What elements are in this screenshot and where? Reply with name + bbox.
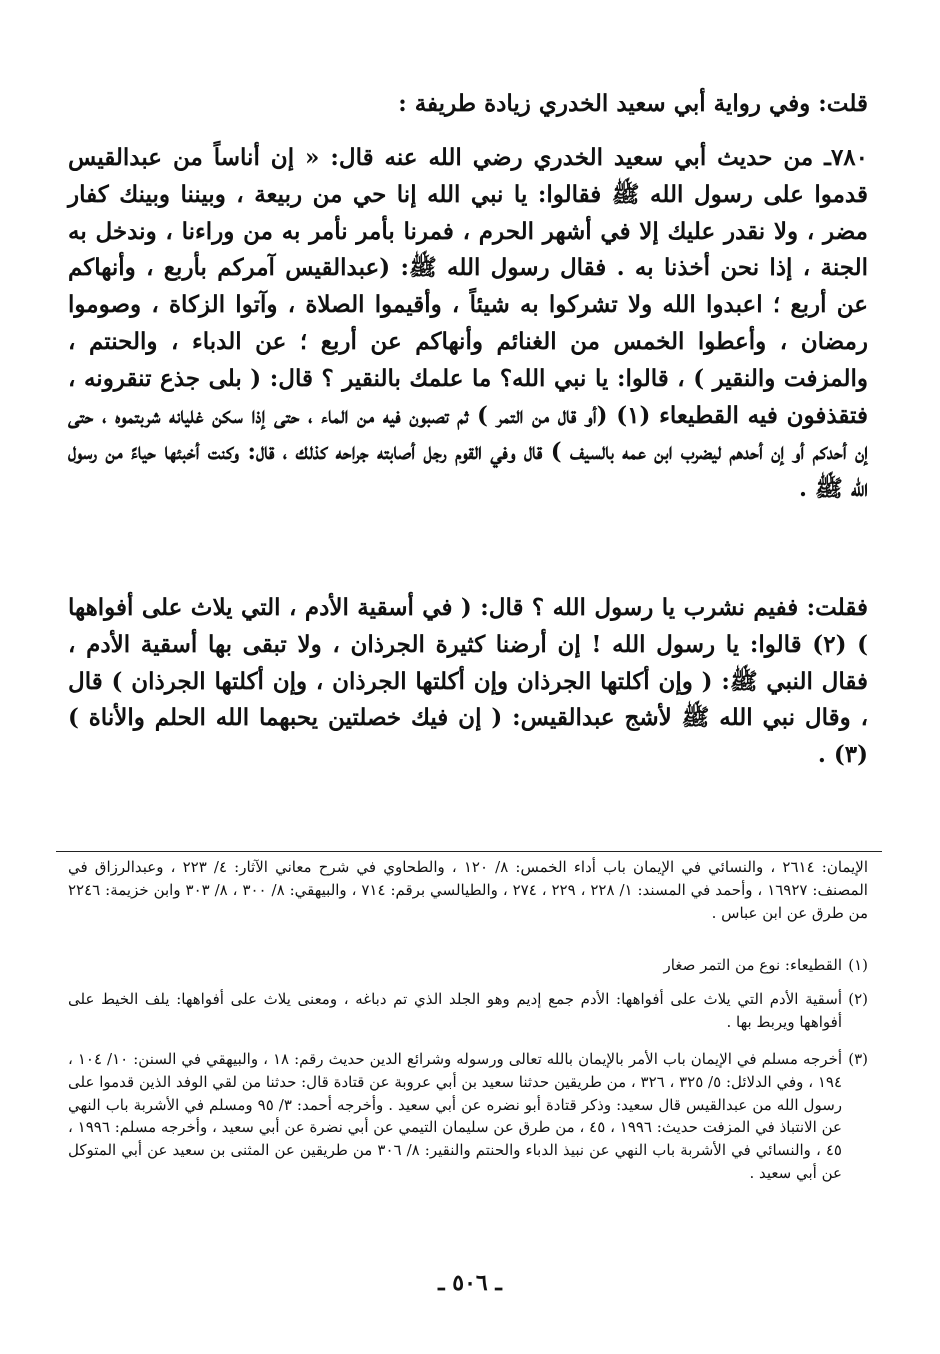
footnote-1-text: القطيعاء: نوع من التمر صغار xyxy=(663,956,842,974)
footnote-continuation: الإيمان: ٢٦١٤ ، والنسائي في الإيمان باب أداء الخمس: ٨/ ١٢٠ ، والطحاوي في شرح معاني الآثار: ٤/ ٢٢٣ ، وعبدالرزاق في المصنف: ١٦٩٢٧ ، وأحمد في المسند: ١/ ٢٢٨ ، ٢٢٩ ، ٢٧٤ ، والطيالسي برقم: ٧١٤ ، والبيهقي: ٨/ ٣٠٠ ، ٨/ ٣٠٣ وابن خزيمة: ٢٢٤٦ من طرق عن ابن عباس . xyxy=(68,858,869,922)
footnote-2-text: أسقية الأدم التي يلاث على أفواهها: الأدم جمع إديم وهو الجلد الذي تم دباغه ، ومعنى يلاث على أفواهها: يلف الخيط على أفواهها ويربط بها . xyxy=(68,990,842,1031)
section-heading: قلت: وفي رواية أبي سعيد الخدري زيادة طريفة : xyxy=(398,90,868,117)
page-number: ـ ٥٠٦ ـ xyxy=(438,1270,502,1296)
hadith-paragraph: ٧٨٠ـ من حديث أبي سعيد الخدري رضي الله عنه قال: « إن أناساً من عبدالقيس قدموا على رسول الله ﷺ فقالوا: يا نبي الله إنا حي من ربيعة ، وبيننا وبينك كفار مضر ، ولا نقدر عليك إلا في أشهر الحرم ، فمرنا بأمر نأمر به من وراءنا ، وندخل به الجنة ، إذا نحن أخذنا به . فقال رسول الله ﷺ: (عبدالقيس آمركم بأربع ، وأنهاكم عن أربع ؛ اعبدوا الله ولا تشركوا به شيئاً ، وأقيموا الصلاة ، وآتوا الزكاة ، وصوموا رمضان ، وأعطوا الخمس من الغنائم وأنهاكم عن أربع ؛ عن الدباء ، والحنتم ، والمزفت والنقير ) ، قالوا: يا نبي الله؟ ما علمك بالنقير ؟ قال: ( بلى جذع تنقرونه ، فتقذفون فيه القطيعاء (١) (أو قال من التمر ) ثم تصبون فيه من الماء ، حتى إذا سكن غليانه شربتموه ، حتى إن أحدكم أو إن أحدهم ليضرب ابن عمه بالسيف ) قال وفي القوم رجل أصابته جراحه كذلك ، قال: وكنت أخبئها حياءً من رسول الله ﷺ . xyxy=(68,144,868,503)
footnote-2 xyxy=(68,988,868,1034)
footnote-2-mark: (٢) xyxy=(848,990,868,1008)
footnote-1-mark: (١) xyxy=(848,956,868,974)
footnote-3 xyxy=(68,1048,868,1185)
footnote-1 xyxy=(68,954,868,977)
footnote-3-text: أخرجه مسلم في الإيمان باب الأمر بالإيمان بالله تعالى ورسوله وشرائع الدين حديث رقم: ١٨ ، والبيهقي في السنن: ١٠/ ١٠٤ ، ١٩٤ ، وفي الدلائل: ٥/ ٣٢٥ ، ٣٢٦ ، من طريقين حدثنا سعيد بن أبي عروبة عن قتادة قال: حدثنا من لقي الوفد الذين قدموا على رسول الله من عبدالقيس قال سعيد: وذكر قتادة أبو نضره عن أبي سعيد . وأخرجه أحمد: ٣/ ٩٥ ومسلم في الأشربة باب النهي عن الانتباذ في المزفت حديث: ١٩٩٦ ، ٤٥ ، من طرق عن سليمان التيمي عن أبي نضرة عن أبي سعيد ، وأخرجه مسلم: ١٩٩٦ ، ٤٥ ، والنسائي في الأشربة باب النهي عن نبيذ الدباء والحنتم والنقير: ٨/ ٣٠٦ من طريقين عن المثنى بن سعيد عن أبي المتوكل عن أبي سعيد . xyxy=(68,1050,843,1182)
footnote-divider xyxy=(56,851,882,852)
question-paragraph: فقلت: ففيم نشرب يا رسول الله ؟ قال: ( في أسقية الأدم ، التي يلاث على أفواهها ) (٢) قالوا: يا رسول الله ! إن أرضنا كثيرة الجرذان ، ولا تبقى بها أسقية الأدم ، فقال النبي ﷺ: ( وإن أكلتها الجرذان وإن أكلتها الجرذان ، وإن أكلتها الجرذان ) قال ، وقال نبي الله ﷺ لأشج عبدالقيس: ( إن فيك خصلتين يحبهما الله الحلم والأناة ) (٣) . xyxy=(68,594,868,769)
footnote-3-mark: (٣) xyxy=(848,1050,868,1068)
